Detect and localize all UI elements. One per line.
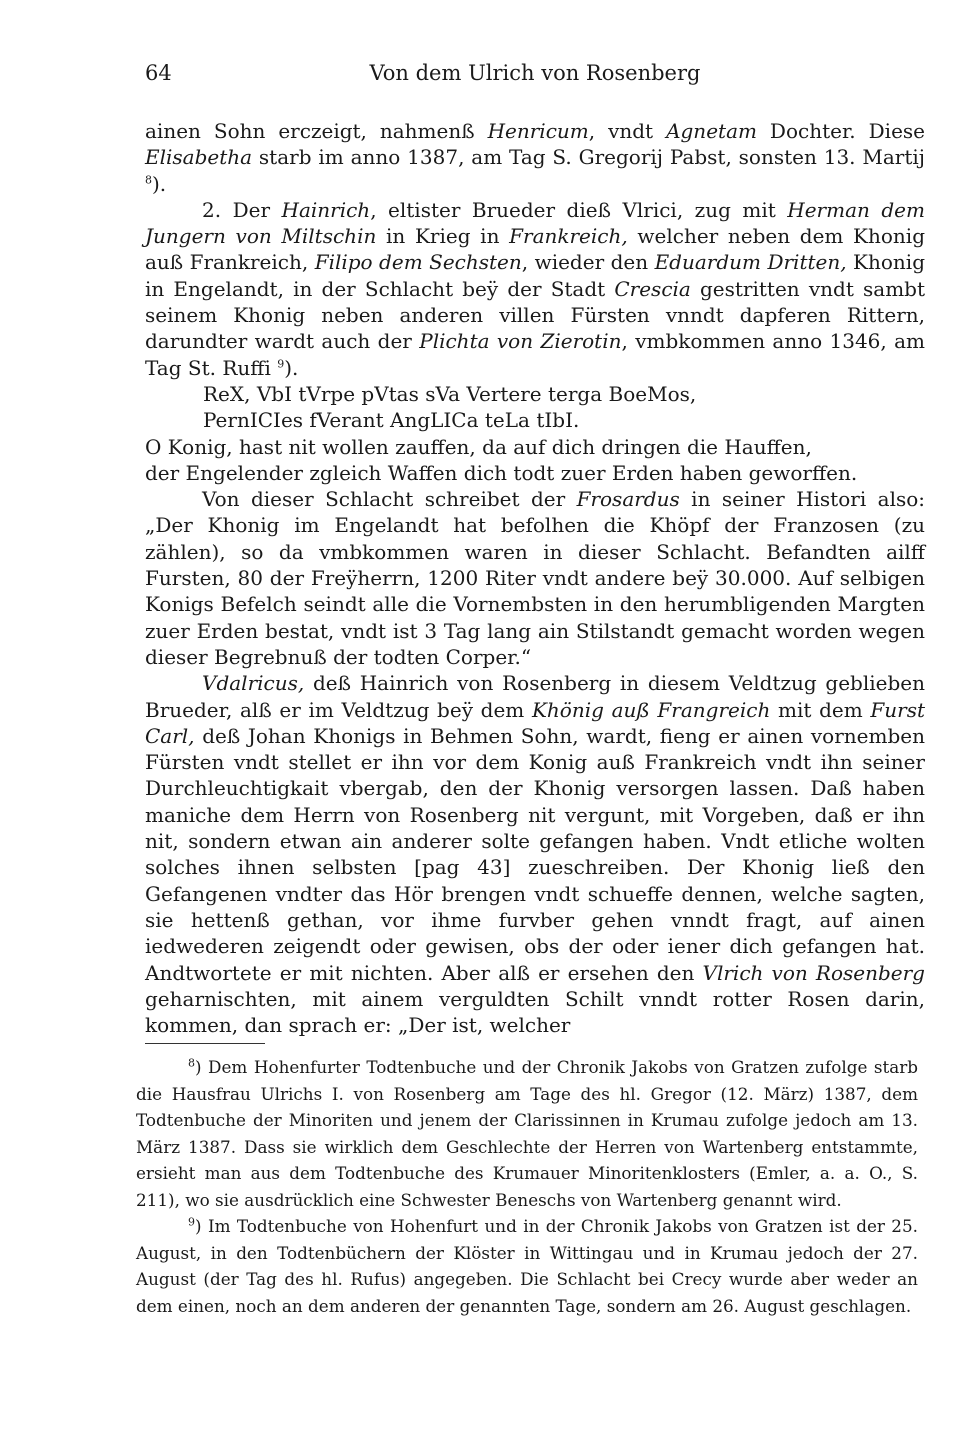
footnote-marker: 8 bbox=[145, 172, 152, 186]
text-run: , eltister Brueder dieß Vlrici, zug mit bbox=[370, 197, 788, 222]
italic-text: Henricum bbox=[487, 119, 589, 143]
italic-text: Filipo dem Sechsten bbox=[314, 250, 522, 275]
footnote-9 bbox=[136, 1213, 918, 1319]
italic-text: Furst Carl, bbox=[145, 697, 926, 748]
latin-verse-line-2: PernICIes fVerant AngLICa teLa tIbI. bbox=[203, 408, 580, 433]
text-run: , vmbkommen anno 1346, am Tag St. Ruffi bbox=[145, 329, 926, 380]
text-run: ) Im Todtenbuche von Hohenfurt und in der Chronik Jakobs von Gratzen ist der 25. August, in den Todtenbüchern der Klöster in Wittingau und in Krumau jedoch der 27. August (der Tag des hl. Rufus) angegeben. Die Schlacht bei Crecy wurde aber weder an dem einen, noch an dem anderen der genannten Tage, sondern am 26. August geschlagen. bbox=[136, 1216, 918, 1316]
italic-text: Vdalricus, bbox=[202, 671, 305, 696]
italic-text: Plichta von Zierotin bbox=[419, 329, 622, 354]
footnote-marker: 9 bbox=[188, 1215, 195, 1229]
footnote-divider bbox=[145, 1043, 265, 1044]
text-run: Von dieser Schlacht schreibet der bbox=[202, 487, 577, 512]
text-run: deß Hainrich von Rosenberg in diesem Veldtzug geblieben Brueder, alß er im Veldtzug beÿ dem bbox=[145, 671, 925, 722]
text-run: geharnischten, mit ainem verguldten Schilt vnndt rotter Rosen darin, kommen, dan sprach er: „Der ist, welcher bbox=[145, 986, 925, 1038]
italic-text: Crescia bbox=[614, 276, 691, 301]
italic-text: Eduardum Dritten, bbox=[654, 250, 847, 275]
italic-text: Elisabetha bbox=[145, 145, 253, 170]
text-run: , wieder den bbox=[521, 250, 655, 275]
text-run: deß Johan Khonigs in Behmen Sohn, wardt, fieng er ainen vornemben Fürsten vndt stellet er ihn vor dem Konig auß Frankreich vndt ihn seiner Durchleuchtigkait vbergab, den der Khonig versorgen lassen. Daß haben maniche dem Herrn von Rosenberg nit vergunt, mit Vorgeben, daß er ihn nit, sondern etwan ain anderer solte gefangen haben. Vndt etliche wolten solches ihnen selbsten [pag 43] zueschreiben. Der Khonig ließ den Gefangenen vndter das Hör brengen vndt schueffe dennen, welche sagten, sie hettenß gethan, vor ihme furvber gehen vnndt fragt, auf ainen iedwederen zeigendt oder gewisen, obs der oder iener dich gefangen hat. Andtwortete er mit nichten. Aber alß er ersehen den bbox=[145, 723, 925, 985]
text-run: ) Dem Hohenfurter Todtenbuche und der Chronik Jakobs von Gratzen zufolge starb die Hausfrau Ulrichs I. von Rosenberg am Tage des hl. Gregor (12. März) 1387, dem Todtenbuche der Minoriten und jenem der Clarissinnen in Krumau zufolge jedoch am 13. März 1387. Dass sie wirklich dem Geschlechte der Herren von Wartenberg entstammte, ersieht man aus dem Todtenbuche des Krumauer Minoritenklosters (Emler, a. a. O., S. 211), wo sie ausdrücklich eine Schwester Beneschs von Wartenberg genannt wird. bbox=[136, 1057, 918, 1210]
footnote-marker: 8 bbox=[188, 1056, 195, 1070]
text-run: ). bbox=[284, 355, 299, 380]
text-run: ). bbox=[152, 171, 167, 196]
italic-text: Khönig auß Frangreich bbox=[531, 697, 771, 722]
text-run: in Krieg in bbox=[376, 224, 510, 249]
italic-text: Frankreich, bbox=[509, 224, 628, 249]
footnote-8 bbox=[136, 1054, 918, 1213]
paragraph-4 bbox=[145, 670, 925, 1038]
paragraph-1 bbox=[145, 118, 925, 197]
text-run: 2. Der bbox=[202, 197, 282, 222]
text-run: starb im anno 1387, am Tag S. Gregorij Pabst, sonsten 13. Martij bbox=[252, 145, 925, 170]
footnotes bbox=[136, 1054, 918, 1319]
text-run: Khonig in Engelandt, in der Schlacht beÿ der Stadt bbox=[145, 250, 925, 301]
page-number: 64 bbox=[145, 61, 172, 85]
italic-text: Hainrich bbox=[281, 197, 371, 222]
text-run: in seiner Histori also: „Der Khonig im Engelandt hat befolhen die Khöpf der Franzosen (zu zählen), so da vmbkommen waren in dieser Schlacht. Befandten ailff Fursten, 80 der Freÿherrn, 1200 Riter vndt andere beÿ 30.000. Auf selbigen Konigs Befelch seindt alle die Vornembsten in den herumbligenden Margten zuer Erden bestat, vndt ist 3 Tag lang ain Stilstandt gemacht worden wegen dieser Begrebnuß der todten Corper.“ bbox=[145, 487, 926, 669]
italic-text: Agnetam bbox=[666, 119, 757, 143]
german-verse-line-1: O Konig, hast nit wollen zauffen, da auf dich dringen die Hauffen, bbox=[145, 434, 812, 459]
text-run: mit dem bbox=[770, 697, 871, 722]
paragraph-3 bbox=[145, 486, 925, 670]
main-text bbox=[145, 118, 925, 1038]
running-head: Von dem Ulrich von Rosenberg bbox=[369, 61, 701, 85]
text-run: Dochter. Diese bbox=[756, 119, 925, 143]
paragraph-2 bbox=[145, 197, 925, 381]
text-run: , vndt bbox=[588, 119, 667, 143]
italic-text: Vlrich von Rosenberg bbox=[702, 960, 925, 985]
italic-text: Herman dem Jungern von Miltschin bbox=[145, 197, 925, 249]
german-verse-line-2: der Engelender zgleich Waffen dich todt zuer Erden haben geworffen. bbox=[145, 460, 858, 485]
text-run: ainen Sohn erczeigt, nahmenß bbox=[145, 119, 488, 143]
text-run: gestritten vndt sambt seinem Khonig neben anderen villen Fürsten vnndt dapferen Rittern, darundter wardt auch der bbox=[145, 276, 925, 354]
footnote-marker: 9 bbox=[277, 357, 285, 371]
latin-verse-line-1: ReX, VbI tVrpe pVtas sVa Vertere terga BoeMos, bbox=[203, 381, 697, 406]
page-header bbox=[145, 58, 925, 88]
italic-text: Frosardus bbox=[576, 487, 680, 512]
text-run: welcher neben dem Khonig auß Frankreich, bbox=[145, 224, 925, 275]
